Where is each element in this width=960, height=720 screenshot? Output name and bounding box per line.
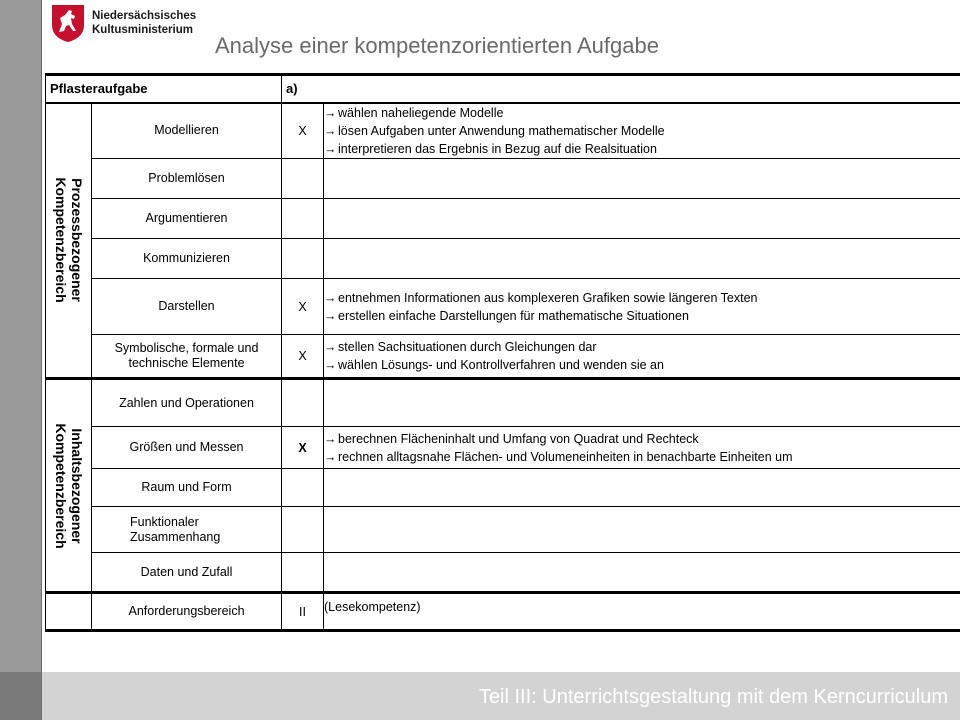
table-header-row bbox=[46, 75, 960, 103]
logo-text bbox=[92, 9, 196, 37]
group-content-label: Inhaltsbezogener Kompetenzbereich bbox=[52, 422, 85, 549]
competence-description bbox=[324, 507, 960, 553]
competence-description: → stellen Sachsituationen durch Gleichungen dar → wählen Lösungs- und Kontrollverfahren und wenden sie an bbox=[324, 335, 960, 379]
table-row bbox=[46, 239, 960, 279]
competence-mark bbox=[282, 553, 324, 593]
competence-mark: X bbox=[282, 103, 324, 159]
competence-label: Funktionaler Zusammenhang bbox=[92, 507, 282, 553]
footer-text: Teil III: Unterrichtsgestaltung mit dem Kerncurriculum bbox=[478, 686, 948, 708]
table-row bbox=[46, 335, 960, 379]
table-row bbox=[46, 427, 960, 469]
competence-description: → entnehmen Informationen aus komplexeren Grafiken sowie längeren Texten → erstellen einfache Darstellungen für mathematische Situationen bbox=[324, 279, 960, 335]
logo-line-2: Kultusministerium bbox=[92, 24, 193, 36]
table-row bbox=[46, 199, 960, 239]
analysis-table bbox=[45, 73, 960, 632]
table-row bbox=[46, 553, 960, 593]
competence-label: Kommunizieren bbox=[92, 239, 282, 279]
logo-line-1: Niedersächsisches bbox=[92, 10, 197, 22]
competence-label: Problemlösen bbox=[92, 159, 282, 199]
group-empty bbox=[46, 593, 92, 631]
group-process bbox=[46, 103, 92, 379]
competence-description: → berechnen Flächeninhalt und Umfang von Quadrat und Rechteck → rechnen alltagsnahe Flächen- und Volumeneinheiten in benachbarte Einheiten um bbox=[324, 427, 960, 469]
table-row bbox=[46, 379, 960, 427]
competence-mark bbox=[282, 159, 324, 199]
competence-description bbox=[324, 199, 960, 239]
competence-mark bbox=[282, 199, 324, 239]
table-row bbox=[46, 507, 960, 553]
table-row bbox=[46, 593, 960, 631]
group-content bbox=[46, 379, 92, 593]
header-task: Pflasteraufgabe bbox=[46, 75, 282, 103]
left-sidebar bbox=[0, 0, 41, 720]
competence-mark bbox=[282, 239, 324, 279]
competence-description bbox=[324, 379, 960, 427]
competence-mark: X bbox=[282, 335, 324, 379]
competence-description bbox=[324, 159, 960, 199]
competence-mark bbox=[282, 469, 324, 507]
competence-label: Darstellen bbox=[92, 279, 282, 335]
horse-emblem-icon bbox=[50, 3, 86, 43]
competence-description bbox=[324, 469, 960, 507]
table-row bbox=[46, 159, 960, 199]
competence-label: Symbolische, formale und technische Elemente bbox=[92, 335, 282, 379]
competence-label: Zahlen und Operationen bbox=[92, 379, 282, 427]
competence-label: Größen und Messen bbox=[92, 427, 282, 469]
competence-description bbox=[324, 239, 960, 279]
sidebar-divider bbox=[41, 0, 42, 720]
table-row bbox=[46, 103, 960, 159]
competence-label: Argumentieren bbox=[92, 199, 282, 239]
competence-label: Modellieren bbox=[92, 103, 282, 159]
competence-label: Daten und Zufall bbox=[92, 553, 282, 593]
table-row bbox=[46, 279, 960, 335]
header-part: a) bbox=[282, 75, 960, 103]
requirement-note: (Lesekompetenz) bbox=[324, 593, 960, 631]
competence-mark bbox=[282, 507, 324, 553]
requirement-mark: II bbox=[282, 593, 324, 631]
competence-label: Raum und Form bbox=[92, 469, 282, 507]
competence-description: → wählen naheliegende Modelle → lösen Aufgaben unter Anwendung mathematischer Modelle → interpretieren das Ergebnis in Bezug auf die Realsituation bbox=[324, 103, 960, 159]
competence-mark bbox=[282, 379, 324, 427]
sidebar-footer-block bbox=[0, 672, 41, 720]
footer-bar bbox=[42, 672, 960, 720]
page-title: Analyse einer kompetenzorientierten Aufgabe bbox=[215, 33, 659, 58]
group-process-label: Prozessbezogener Kompetenzbereich bbox=[52, 177, 85, 303]
table-row bbox=[46, 469, 960, 507]
requirement-label: Anforderungsbereich bbox=[92, 593, 282, 631]
competence-mark: X bbox=[282, 279, 324, 335]
logo bbox=[50, 3, 196, 43]
competence-mark: X bbox=[282, 427, 324, 469]
competence-description bbox=[324, 553, 960, 593]
